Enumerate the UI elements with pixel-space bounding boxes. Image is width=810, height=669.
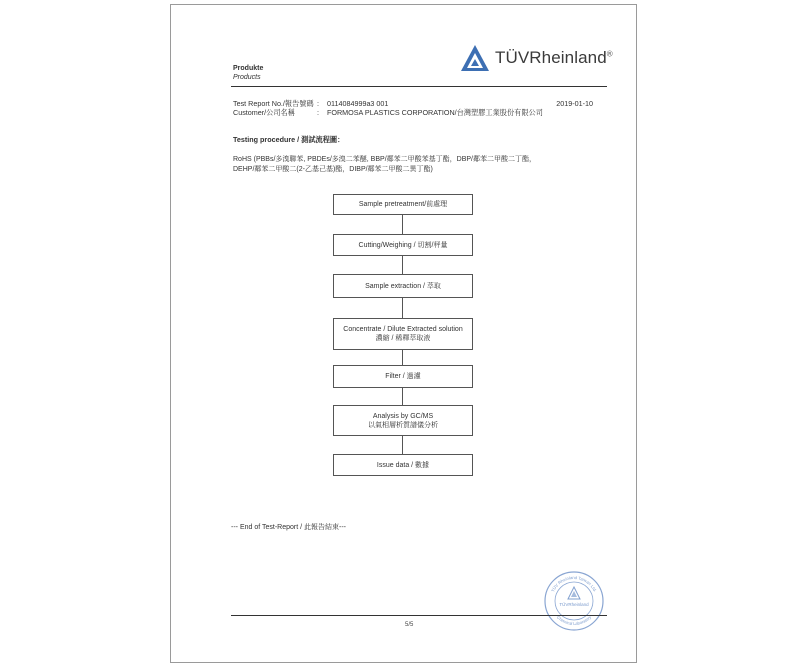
brand-name: TÜVRheinland®	[495, 48, 613, 67]
flow-step-label: Issue data / 數據	[376, 461, 430, 469]
page-number: 5/5	[405, 622, 414, 628]
colon: :	[317, 99, 319, 108]
svg-text:TÜVRheinland: TÜVRheinland	[559, 602, 589, 607]
flow-step-cutting	[333, 234, 473, 256]
tuv-logo	[459, 43, 613, 73]
report-number-label: Test Report No./報告號碼	[233, 99, 314, 108]
flow-step-label: Concentrate / Dilute Extracted solution	[343, 326, 463, 333]
flow-step-pretreatment	[333, 194, 473, 215]
rohs-line-1: RoHS (PBBs/多溴聯苯, PBDEs/多溴二苯醚, BBP/鄰苯二甲酸苯基丁酯，DBP/鄰苯二甲酸二丁酯，	[233, 156, 536, 163]
report-meta	[233, 99, 593, 117]
produkte-label	[233, 64, 263, 82]
report-number-value: 0114084999a3 001	[327, 99, 389, 108]
flow-step-filter	[333, 365, 473, 388]
tuv-triangle-icon	[459, 43, 491, 73]
flow-step-extraction	[333, 274, 473, 298]
customer-value: FORMOSA PLASTICS CORPORATION/台灣塑膠工業股份有限公司	[327, 108, 543, 117]
flow-step-label-zh: 以氣相層析質譜儀分析	[368, 421, 438, 429]
report-number-row	[233, 99, 593, 108]
flow-step-issue-data	[333, 454, 473, 476]
svg-text:Chemical Laboratory: Chemical Laboratory	[555, 614, 593, 627]
section-title: Testing procedure / 測試流程圖：	[233, 135, 345, 144]
flow-step-label: Sample pretreatment/前處理	[358, 201, 448, 208]
report-page	[170, 4, 637, 663]
flow-step-label: Filter / 過濾	[385, 373, 421, 380]
colon: :	[317, 108, 319, 117]
flow-step-analysis	[333, 405, 473, 436]
report-date: 2019-01-10	[556, 99, 593, 108]
tuv-rheinland-seal-icon	[543, 570, 605, 632]
customer-row	[233, 108, 593, 117]
registered-mark: ®	[606, 49, 613, 59]
customer-label: Customer/公司名稱	[233, 108, 295, 117]
rohs-description	[233, 155, 563, 175]
svg-text:TÜV Rheinland Taiwan Ltd.: TÜV Rheinland Taiwan Ltd.	[550, 574, 598, 593]
flow-step-label: Cutting/Weighing / 切割/秤量	[358, 241, 448, 249]
end-of-report-note: --- End of Test-Report / 此報告結束---	[231, 524, 347, 531]
flow-step-label: Sample extraction / 萃取	[365, 282, 441, 290]
flow-step-label: Analysis by GC/MS	[372, 412, 434, 420]
header-divider	[231, 86, 607, 87]
produkte-de: Produkte	[233, 65, 264, 72]
rohs-line-2: DEHP/鄰苯二甲酸二(2-乙基己基)酯，DIBP/鄰苯二甲酸二異丁酯)	[233, 166, 433, 173]
flow-step-label-zh: 濃縮 / 稀釋萃取液	[375, 335, 431, 342]
produkte-en: Products	[233, 74, 261, 81]
footer-divider	[231, 615, 607, 616]
flow-step-concentrate	[333, 318, 473, 350]
